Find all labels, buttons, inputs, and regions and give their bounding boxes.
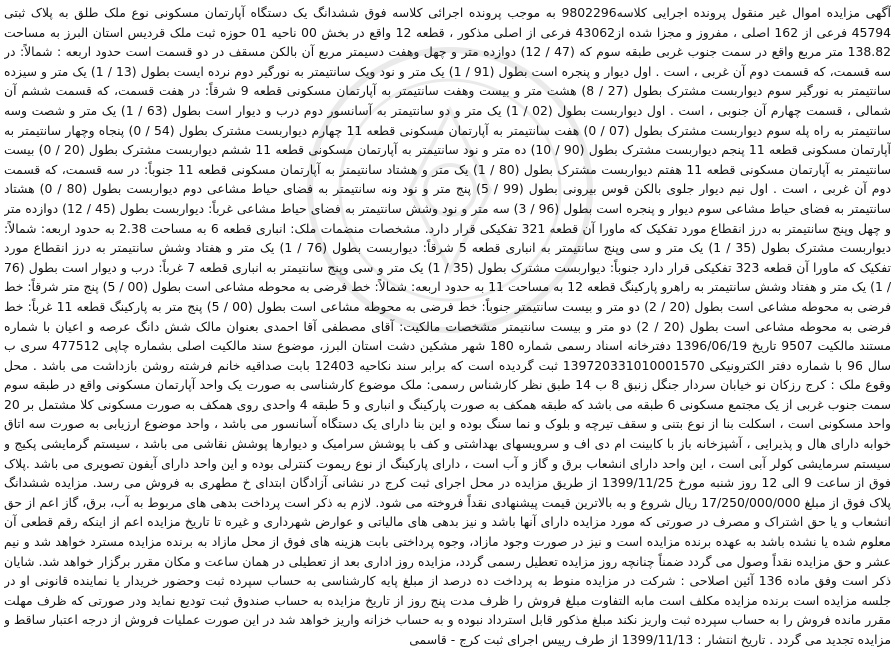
auction-notice-text: آگهی مزایده اموال غیر منقول پرونده اجرایی کلاسه9802296 به موجب پرونده اجرائی کلاسه فوق ششدانگ یک دستگاه آپارتمان مسکونی نوع ملک طلق به پلاک ثبتی 45794 فرعی از 162 اصلی ، مفروز و مجزا شده از43062 فرعی از اصلی مذکور ، قطعه 12 واقع در بخش 00 ناحیه 01 حوزه ثبت ملک قردیس استان البرز به مساحت 138.82 متر مربع واقع در سمت جنوب غربی طبقه سوم که (47 / 12) دوازده متر و چهل وهفت دسیمتر مربع آن بالکن مسقف در دو قسمت است حدود اربعه : شمالاً: در سه قسمت، که قسمت دوم آن غربی ، است . اول دیوار و پنجره است بطول (91 / 1) یک متر و نود ویک سانتیمتر به نورگیر دوم نرده ایست بطول (13 / 1) یک متر و سیزده سانتیمتر به نورگیر سوم دیواربست مشترک بطول (27 / 8) هشت متر و بیست وهفت سانتیمتر به آپارتمان مسکونی قطعه 9 شرقاً: در هفت قسمت، که قسمت ششم آن شمالی ، قسمت چهارم آن جنوبی ، است . اول دیواربست بطول (02 / 1) یک متر و دو سانتیمتر به آسانسور دوم درب و دیوار است بطول (63 / 1) یک متر و شصت وسه سانتیمتر به راه پله سوم دیواربست مشترک بطول (07 / 0) هفت سانتیمتر به آپارتمان مسکونی قطعه 11 چهارم دیواربست مشترک بطول (54 / 0) پنجاه وچهار سانتیمتر به آپارتمان مسکونی قطعه 11 پنجم دیواربست مشترک بطول (90 / 10) ده متر و نود سانتیمتر به آپارتمان مسکونی قطعه 11 ششم دیواربست مشترک بطول (20 / 0) بیست سانتیمتر به آپارتمان مسکونی قطعه 11 هفتم دیواربست مشترک بطول (80 / 1) یک متر و هشتاد سانتیمتر به آپارتمان مسکونی قطعه 11 جنوباً: در سه قسمت، که قسمت دوم آن غربی ، است . اول نیم دیوار جلوی بالکن قوس بیرونی بطول (99 / 5) پنج متر و نود ونه سانتیمتر به فضای حیاط مشاعی دوم دیواربست بطول (80 / 0) هشتاد سانتیمتر به فضای حیاط مشاعی سوم دیوار و پنجره است بطول (96 / 3) سه متر و نود وشش سانتیمتر به فضای حیاط مشاعی غرباً: دیواربست بطول (45 / 12) دوازده متر و چهل وپنج سانتیمتر به درز انقطاع مورد تفکیک که ماورا آن قطعه 321 تفکیکی قرار دارد. مشخصات منضمات ملک: انباری قطعه 6 به مساحت 2.38 به حدود اربعه: شمالاً: دیواربست مشترک بطول (35 / 1) یک متر و سی وپنج سانتیمتر به انباری قطعه 5 شرقاً: دیواربست بطول (76 / 1) یک متر و هفتاد وشش سانتیمتر به درز انقطاع مورد تفکیک که ماورا آن قطعه 323 تفکیکی قرار دارد جنوباً: دیواربست مشترک بطول (35 / 1) یک متر و سی وپنج سانتیمتر به انباری قطعه 7 غرباً: درب و دیوار است بطول (76 / 1) یک متر و هفتاد وشش سانتیمتر به راهرو پارکینگ قطعه 12 به مساحت 11 به حدود اربعه: شمالاً: خط فرضی به محوطه مشاعی است بطول (00 / 5) پنج متر شرقاً: خط فرضی به محوطه مشاعی است بطول (20 / 2) دو متر و بیست سانتیمتر جنوباً: خط فرضی به محوطه مشاعی است بطول (00 / 5) پنج متر به پارکینگ قطعه 11 غرباً: خط فرضی به محوطه مشاعی است بطول (20 / 2) دو متر و بیست سانتیمتر مشخصات مالکیت: آقای مصطفی آقا احمدی بعنوان مالک شش دانگ عرصه و اعیان با شماره مستند مالکیت 9507 تاریخ 1396/06/19 دفترخانه اسناد رسمی شماره 180 شهر مشکین دشت استان البرز، موضوع سند مالکیت اصلی بشماره چاپی 477512 سری ب سال 96 با شماره دفتر الکترونیکی 139720331010001570 ثبت گردیده است که برابر سند نکاحیه 12403 بابت صداقیه خانم فرشته روشن بازداشت می باشد . محل وقوع ملک : کرج رزکان نو خیابان سردار جنگل زنبق 8 ب 14 طبق نظر کارشناس رسمی: ملک موضوع کارشناسی به صورت یک واحد آپارتمان مسکونی واقع در طبقه سوم سمت جنوب غربی از یک مجتمع مسکونی 6 طبقه می باشد که طبقه همکف به صورت پارکینگ و انباری و 5 طبقه 4 واحدی روی همکف به صورت مسکونی کلا مشتمل بر 20 واحد مسکونی است ، اسکلت بنا از نوع بتنی و سقف تیرچه و بلوک و نما سنگ بوده و این بنا دارای یک دستگاه آسانسور می باشد ، واحد موضوع ارزیابی به صورت سه اتاق خوابه دارای هال و پذیرایی ، آشپزخانه باز با کابینت ام دی اف و سرویسهای بهداشتی و کف با پوشش سرامیک و دیوارها پوشش نقاشی می باشد ، سیستم گرمایشی پکیج و سیستم سرمایشی کولر آبی است ، این واحد دارای انشعاب برق و گاز و آب است ، دارای پارکینگ از نوع ریموت کنترلی بوده و این واحد دارای آیفون تصویری می باشد .پلاک فوق از ساعت 9 الی 12 روز شنبه مورخ 1399/11/25 از طریق مزایده در محل اجرای ثبت کرج در نشانی آزادگان ابتدای خ مطهری به فروش می رسد. مزایده ششدانگ پلاک فوق از مبلغ 17/250/000/000 ریال شروع و به بالاترین قیمت پیشنهادی نقداً فروخته می شود. لازم به ذکر است پرداخت بدهی های مربوط به آب، برق، گاز اعم از حق انشعاب و یا حق اشتراک و مصرف در صورتی که مورد مزایده دارای آنها باشد و نیز بدهی های مالیاتی و عوارض شهرداری و غیره تا تاریخ مزایده اعم از اینکه رقم قطعی آن معلوم شده یا نشده باشد به عهده برنده مزایده است و نیز در صورت وجود مازاد، وجوه پرداختی بابت هزینه های فوق از محل مازاد به برنده مزایده مسترد خواهد شد و نیم عشر و حق مزایده نقداً وصول می گردد ضمناً چنانچه روز مزایده تعطیل رسمی گردد، مزایده روز اداری بعد از تعطیلی در همان ساعت و مکان مقرر برگزار خواهد شد. شایان ذکر است وفق ماده 136 آئین اصلاحی : شرکت در مزایده منوط به پرداخت ده درصد از مبلغ پایه کارشناسی به حساب سپرده ثبت وحضور خریدار یا نماینده قانونی او در جلسه مزایده است برنده مزایده مکلف است مابه التفاوت مبلغ فروش را ظرف مدت پنج روز از تاریخ مزایده به حساب صندوق ثبت تودیع نماید ودر صورتی که ظرف مهلت مقرر مانده فروش را به حساب سپرده ثبت واریز نکند مبلغ مذکور قابل استرداد نبوده و به حساب خزانه واریز خواهد شد در این صورت عملیات فروش از درجه اعتبار ساقط و مزایده تجدید می گردد . تاریخ انتشار : 1399/11/13 از طرف رییس اجرای ثبت کرج - قاسمی: [4, 5, 891, 647]
